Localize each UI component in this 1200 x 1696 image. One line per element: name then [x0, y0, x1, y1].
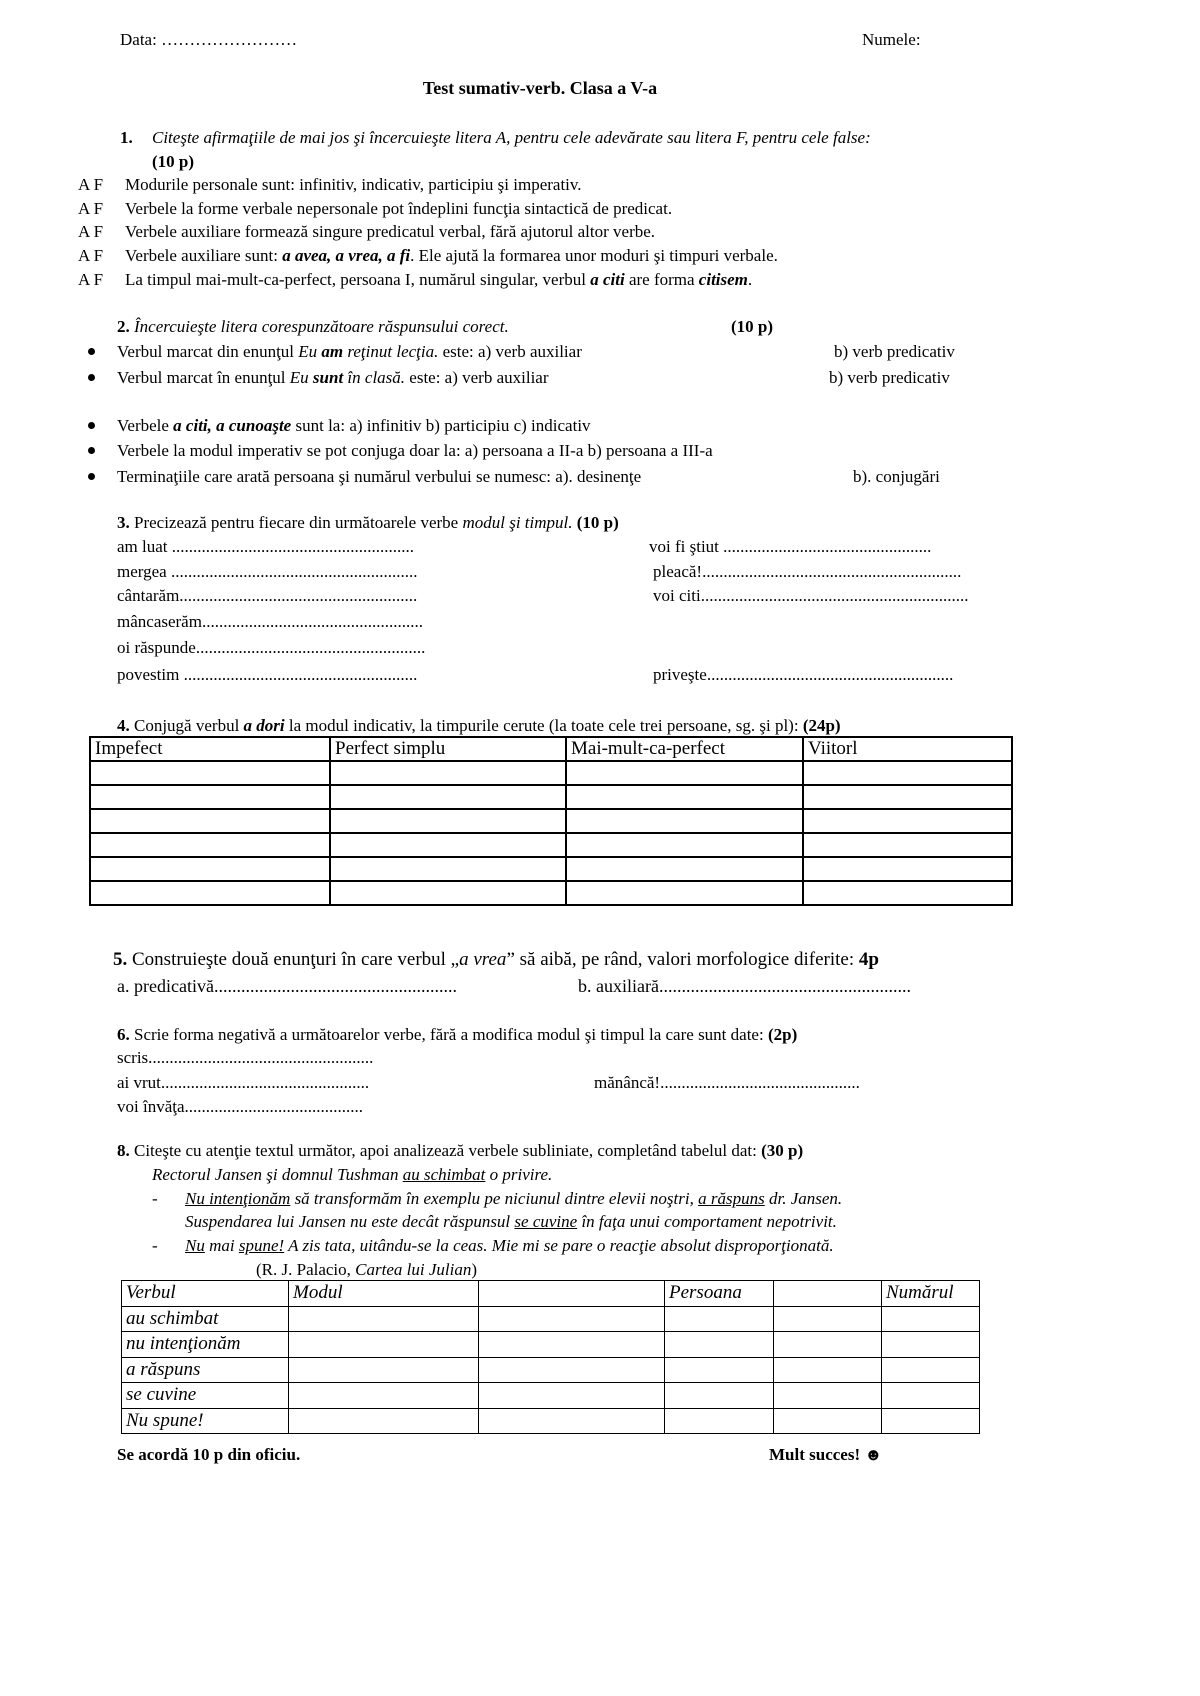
q6-header: 6. Scrie forma negativă a următoarelor verbe, fără a modifica modul şi timpul la care sunt date: (2p) [117, 1025, 798, 1044]
answer-cell[interactable] [90, 881, 330, 905]
table-row [90, 881, 1012, 905]
statement-3: Verbele auxiliare formează singure predicatul verbal, fără ajutorul altor verbe. [125, 222, 656, 241]
answer-cell[interactable] [289, 1383, 479, 1409]
answer-cell[interactable] [566, 881, 803, 905]
name-field: Numele: [862, 30, 921, 49]
answer-cell[interactable] [330, 809, 566, 833]
source-citation: (R. J. Palacio, Cartea lui Julian) [256, 1260, 477, 1279]
q2-item-2: Verbul marcat în enunţul Eu sunt în clasă. este: a) verb auxiliar [117, 368, 549, 387]
af-choice[interactable]: A F [78, 222, 104, 241]
table-row [90, 809, 1012, 833]
header-cell [479, 1281, 665, 1307]
answer-cell[interactable] [803, 857, 1012, 881]
q4-header: 4. Conjugă verbul a dori la modul indicativ, la timpurile cerute (la toate cele trei persoane, sg. şi pl): (24p) [117, 716, 841, 735]
q2-item-4: Verbele la modul imperativ se pot conjuga doar la: a) persoana a II-a b) persoana a III-a [117, 441, 713, 460]
header-cell: Modul [289, 1281, 479, 1307]
header-cell: Persoana [665, 1281, 774, 1307]
verb-cell: nu intenţionăm [122, 1332, 289, 1358]
q2-item-2-option-b[interactable]: b) verb predicativ [829, 368, 950, 387]
footer-note: Se acordă 10 p din oficiu. [117, 1445, 301, 1464]
q3-verb-field[interactable]: am luat ......................................................... [117, 537, 415, 556]
table-row [90, 857, 1012, 881]
answer-cell[interactable] [665, 1332, 774, 1358]
answer-cell[interactable] [330, 761, 566, 785]
answer-cell[interactable] [330, 785, 566, 809]
header-cell: Mai-mult-ca-perfect [566, 737, 803, 761]
q2-item-5-option-b[interactable]: b). conjugări [853, 467, 940, 486]
dash-marker: - [152, 1189, 158, 1208]
answer-cell[interactable] [566, 833, 803, 857]
table-row [122, 1332, 980, 1358]
answer-cell[interactable] [289, 1408, 479, 1434]
answer-cell[interactable] [803, 785, 1012, 809]
answer-cell[interactable] [665, 1383, 774, 1409]
q1-number: 1. [120, 128, 133, 147]
answer-cell[interactable] [774, 1332, 882, 1358]
table-row [90, 761, 1012, 785]
header-cell [774, 1281, 882, 1307]
q5-header: 5. Construieşte două enunţuri în care verbul „a vrea” să aibă, pe rând, valori morfologice diferite: 4p [113, 949, 879, 970]
af-choice[interactable]: A F [78, 199, 104, 218]
q8-text-line: Nu intenţionăm să transformăm în exemplu pe niciunul dintre elevii noştri, a răspuns dr. Jansen. [185, 1189, 843, 1208]
answer-cell[interactable] [289, 1357, 479, 1383]
answer-cell[interactable] [90, 809, 330, 833]
header-cell: Perfect simplu [330, 737, 566, 761]
verb-cell: a răspuns [122, 1357, 289, 1383]
q3-verb-field[interactable]: voi citi............................................................... [653, 586, 969, 605]
answer-cell[interactable] [90, 785, 330, 809]
answer-cell[interactable] [774, 1357, 882, 1383]
statement-5: La timpul mai-mult-ca-perfect, persoana I, numărul singular, verbul a citi are forma citisem. [125, 270, 753, 289]
answer-cell[interactable] [289, 1332, 479, 1358]
table-row [122, 1408, 980, 1434]
q3-verb-field[interactable]: mergea .......................................................... [117, 562, 418, 581]
answer-cell[interactable] [665, 1306, 774, 1332]
answer-cell[interactable] [289, 1306, 479, 1332]
answer-cell[interactable] [566, 761, 803, 785]
q8-text-line: Rectorul Jansen şi domnul Tushman au schimbat o privire. [152, 1165, 553, 1184]
answer-cell[interactable] [882, 1306, 980, 1332]
q3-header: 3. Precizează pentru fiecare din următoarele verbe modul şi timpul. (10 p) [117, 513, 619, 532]
bullet-icon [88, 473, 95, 480]
answer-cell[interactable] [665, 1357, 774, 1383]
answer-cell[interactable] [774, 1306, 882, 1332]
verb-analysis-table [121, 1280, 980, 1434]
q2-points: (10 p) [731, 317, 774, 336]
answer-cell[interactable] [479, 1408, 665, 1434]
bullet-icon [88, 348, 95, 355]
date-field: Data: …………………… [120, 30, 298, 49]
answer-cell[interactable] [882, 1408, 980, 1434]
answer-cell[interactable] [774, 1408, 882, 1434]
af-choice[interactable]: A F [78, 246, 104, 265]
af-choice[interactable]: A F [78, 270, 104, 289]
answer-cell[interactable] [479, 1306, 665, 1332]
header-cell: Verbul [122, 1281, 289, 1307]
q3-verb-field[interactable]: pleacă!............................................................. [653, 562, 962, 581]
answer-cell[interactable] [803, 833, 1012, 857]
answer-cell[interactable] [330, 833, 566, 857]
verb-cell: se cuvine [122, 1383, 289, 1409]
q8-text-line: Nu mai spune! A zis tata, uitându-se la ceas. Mie mi se pare o reacţie absolut disproporţionată. [185, 1236, 834, 1255]
q1-instruction: Citeşte afirmaţiile de mai jos şi încercuieşte litera A, pentru cele adevărate sau litera F, pentru cele false: [152, 128, 871, 147]
q2-header: 2. Încercuieşte litera corespunzătoare răspunsului corect. [117, 317, 509, 336]
answer-cell[interactable] [479, 1357, 665, 1383]
bullet-icon [88, 447, 95, 454]
table-row [122, 1357, 980, 1383]
dash-marker: - [152, 1236, 158, 1255]
statement-2: Verbele la forme verbale nepersonale pot îndeplini funcţia sintactică de predicat. [125, 199, 673, 218]
answer-cell[interactable] [803, 881, 1012, 905]
answer-cell[interactable] [803, 761, 1012, 785]
q3-verb-field[interactable]: oi răspunde...................................................... [117, 638, 426, 657]
q5-answer-b[interactable]: b. auxiliară........................................................ [578, 976, 911, 996]
answer-cell[interactable] [479, 1332, 665, 1358]
answer-cell[interactable] [803, 809, 1012, 833]
header-cell: Numărul [882, 1281, 980, 1307]
q6-answer-field[interactable]: mănâncă!............................................... [594, 1073, 860, 1092]
answer-cell[interactable] [479, 1383, 665, 1409]
answer-cell[interactable] [774, 1383, 882, 1409]
verb-cell: Nu spune! [122, 1408, 289, 1434]
table-row [90, 833, 1012, 857]
q6-answer-field[interactable]: ai vrut................................................. [117, 1073, 370, 1092]
answer-cell[interactable] [566, 857, 803, 881]
q3-verb-field[interactable]: cântarăm........................................................ [117, 586, 418, 605]
answer-cell[interactable] [882, 1357, 980, 1383]
answer-cell[interactable] [330, 881, 566, 905]
verb-cell: au schimbat [122, 1306, 289, 1332]
answer-cell[interactable] [566, 785, 803, 809]
q8-header: 8. Citeşte cu atenţie textul următor, apoi analizează verbele subliniate, completând tabelul dat: (30 p) [117, 1141, 804, 1160]
q6-answer-field[interactable]: voi învăţa.......................................... [117, 1097, 364, 1116]
q2-item-1-option-b[interactable]: b) verb predicativ [834, 342, 955, 361]
answer-cell[interactable] [665, 1408, 774, 1434]
q6-answer-field[interactable]: scris..................................................... [117, 1048, 374, 1067]
table-row [122, 1383, 980, 1409]
bullet-icon [88, 422, 95, 429]
table-row [122, 1306, 980, 1332]
q8-text-line: Suspendarea lui Jansen nu este decât răspunsul se cuvine în faţa unui comportament nepotrivit. [185, 1212, 837, 1231]
header-cell: Impefect [90, 737, 330, 761]
q3-verb-field[interactable]: mâncaserăm.................................................... [117, 612, 423, 631]
q2-item-1: Verbul marcat din enunţul Eu am reţinut lecţia. este: a) verb auxiliar [117, 342, 582, 361]
answer-cell[interactable] [90, 833, 330, 857]
af-choice[interactable]: A F [78, 175, 104, 194]
q3-verb-field[interactable]: povestim ....................................................... [117, 665, 418, 684]
q2-item-5: Terminaţiile care arată persoana şi numărul verbului se numesc: a). desinenţe [117, 467, 642, 486]
header-cell: Viitorl [803, 737, 1012, 761]
statement-1: Modurile personale sunt: infinitiv, indicativ, participiu şi imperativ. [125, 175, 582, 194]
answer-cell[interactable] [882, 1332, 980, 1358]
q1-points: (10 p) [152, 152, 195, 171]
q3-verb-field[interactable]: priveşte.......................................................... [653, 665, 954, 684]
answer-cell[interactable] [90, 761, 330, 785]
answer-cell[interactable] [566, 809, 803, 833]
statement-4: Verbele auxiliare sunt: a avea, a vrea, a fi. Ele ajută la formarea unor moduri şi timpuri verbale. [125, 246, 778, 265]
page-title: Test sumativ-verb. Clasa a V-a [422, 78, 658, 98]
q2-item-3: Verbele a citi, a cunoaşte sunt la: a) infinitiv b) participiu c) indicativ [117, 416, 591, 435]
answer-cell[interactable] [882, 1383, 980, 1409]
conjugation-table [89, 736, 1013, 906]
answer-cell[interactable] [330, 857, 566, 881]
table-row [90, 785, 1012, 809]
q5-answer-a[interactable]: a. predicativă...................................................... [117, 976, 457, 996]
footer-wishes: Mult succes! ☻ [769, 1445, 883, 1464]
answer-cell[interactable] [90, 857, 330, 881]
q3-verb-field[interactable]: voi fi ştiut ................................................. [649, 537, 932, 556]
bullet-icon [88, 374, 95, 381]
